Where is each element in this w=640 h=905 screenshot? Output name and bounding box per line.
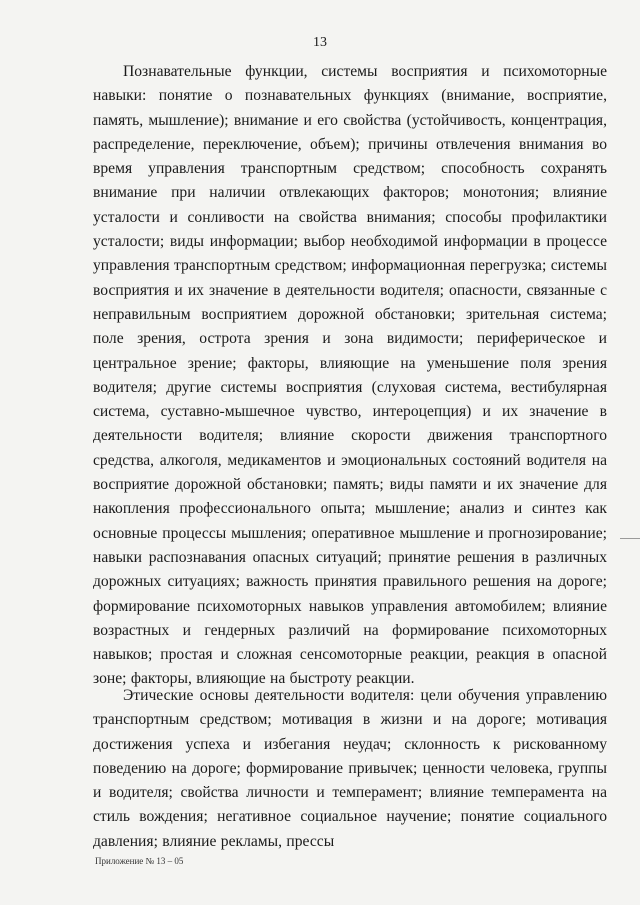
paragraph-ethical-foundations: Этические основы деятельности водителя: цели обучения управлению транспортным средством; мотивация в жизни и на дороге; мотивация достижения успеха и избегания неудач; склонность к рискованному поведению на дороге; формирование привычек; ценности человека, группы и водителя; свойства личности и темперамент; влияние темперамента на стиль вождения; негативное социальное научение; понятие социального давления; влияние рекламы, прессы bbox=[93, 687, 607, 850]
margin-mark bbox=[620, 538, 640, 539]
paragraph-cognitive-functions: Познавательные функции, системы восприятия и психомоторные навыки: понятие о познавательных функциях (внимание, восприятие, память, мышление); внимание и его свойства (устойчивость, концентрация, распределение, переключение, объем); причины отвлечения внимания во время управления транспортным средством; способность сохранять внимание при наличии отвлекающих факторов; монотония; влияние усталости и сонливости на свойства внимания; способы профилактики усталости; виды информации; выбор необходимой информации в процессе управления транспортным средством; информационная перегрузка; системы восприятия и их значение в деятельности водителя; опасности, связанные с неправильным восприятием дорожной обстановки; зрительная система; поле зрения, острота зрения и зона видимости; периферическое и центральное зрение; факторы, влияющие на уменьшение поля зрения водителя; другие системы восприятия (слуховая система, вестибулярная система, суставно-мышечное чувство, интероцепция) и их значение в деятельности водителя; влияние скорости движения транспортного средства, алкоголя, медикаментов и эмоциональных состояний водителя на восприятие дорожной обстановки; память; виды памяти и их значение для накопления профессионального опыта; мышление; анализ и синтез как основные процессы мышления; оперативное мышление и прогнозирование; навыки распознавания опасных ситуаций; принятие решения в различных дорожных ситуациях; важность принятия правильного решения на дороге; формирование психомоторных навыков управления автомобилем; влияние возрастных и гендерных различий на формирование психомоторных навыков; простая и сложная сенсомоторные реакции, реакция в опасной зоне; факторы, влияющие на быстроту реакции. bbox=[93, 63, 607, 688]
footer-annex-label: Приложение № 13 – 05 bbox=[95, 856, 184, 866]
page-number: 13 bbox=[313, 35, 327, 50]
